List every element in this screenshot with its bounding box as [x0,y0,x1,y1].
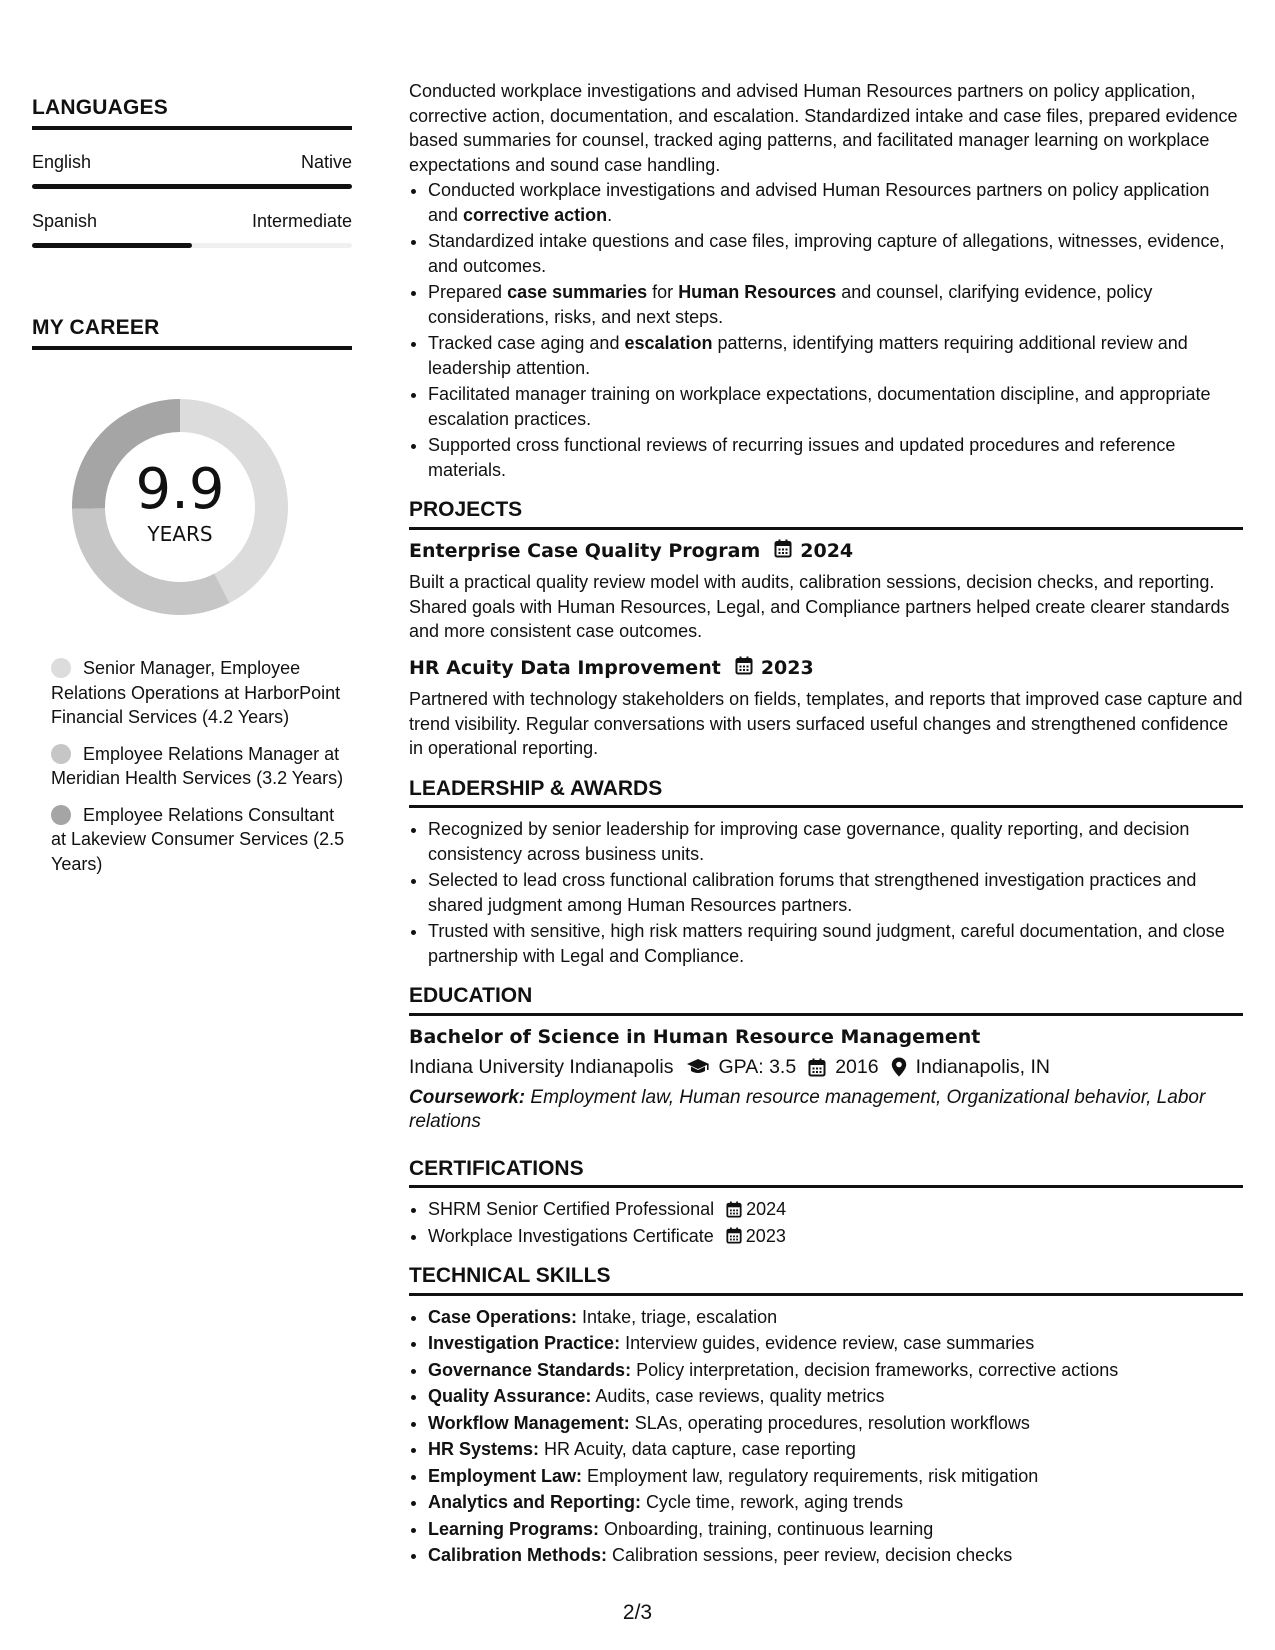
coursework-text: Employment law, Human resource management, Organizational behavior, Labor relations [409,1086,1206,1132]
education-details [409,1055,1243,1080]
calendar-icon [735,656,753,682]
legend-dot [51,658,71,678]
certification-item [428,1197,1243,1222]
skill-item [428,1517,1243,1542]
bullet-emphasis: case summaries [507,282,648,302]
skill-value: Employment law, regulatory requirements, risk mitigation [582,1465,1039,1486]
skill-item [428,1411,1243,1436]
page-number: 2/3 [622,1601,653,1624]
certification-year: 2024 [746,1199,787,1219]
skill-label: Analytics and Reporting: [428,1492,642,1512]
certification-name: • SHRM Senior Certified Professional [428,1199,715,1219]
skill-value: Cycle time, rework, aging trends [641,1492,904,1512]
skill-label: Quality Assurance: [428,1386,592,1406]
bullet-emphasis: Human Resources [678,282,837,302]
experience-bullet [428,331,1243,380]
skill-value: Audits, case reviews, quality metrics [591,1386,885,1406]
skill-label: Employment Law: [428,1465,583,1486]
certification-year: 2023 [745,1225,786,1246]
languages-heading: LANGUAGES [32,96,352,130]
language-level: Intermediate [251,211,352,231]
leadership-item: • Trusted with sensitive, high risk matters requiring sound judgment, careful documentation, and close partnership with Legal and Compliance. [428,919,1243,968]
experience-bullet [428,382,1243,431]
skill-item [428,1437,1243,1462]
coursework-label: Coursework: [409,1086,526,1108]
skill-label: Governance Standards: [428,1359,632,1380]
skill-label: Learning Programs: [428,1518,600,1539]
bullet-text: Facilitated manager training on workplace expectations, documentation discipline, and appropriate escalation practices. [428,384,1211,429]
leadership-list [409,817,1243,968]
main-content [409,79,1243,1570]
bullet-text: patterns, identifying matters requiring additional review and leadership attention. [428,333,1188,378]
bullet-emphasis: corrective action [463,204,608,225]
skill-value: Intake, triage, escalation [577,1306,778,1327]
skill-value: Interview guides, evidence review, case summaries [620,1333,1035,1353]
bullet-emphasis: escalation [624,333,713,353]
certifications-list [409,1197,1243,1248]
experience-bullet [428,280,1243,329]
skills-heading: TECHNICAL SKILLS [409,1264,1243,1296]
skill-label: Calibration Methods: [428,1545,607,1565]
bullet-text: Tracked case aging and [428,333,625,353]
language-proficiency-bar [32,243,352,248]
skill-item [428,1358,1243,1383]
project-year: 2023 [760,657,814,679]
school-location: Indianapolis, IN [915,1056,1050,1078]
project-year: 2024 [800,540,854,562]
skills-list [409,1305,1243,1568]
location-pin-icon [891,1057,907,1077]
career-role [51,803,352,877]
project-item [409,539,1243,644]
skill-value: Policy interpretation, decision frameworks, corrective actions [631,1359,1119,1380]
bullet-text: Supported cross functional reviews of recurring issues and updated procedures and reference materials. [428,435,1176,480]
experience-bullet [428,433,1243,482]
leadership-item: • Selected to lead cross functional calibration forums that strengthened investigation practices and shared judgment among Human Resources partners. [428,868,1243,917]
project-description: Built a practical quality review model with audits, calibration sessions, decision checks, and reporting. Shared goals with Human Resources, Legal, and Compliance partners helped create clearer standards and more consistent case outcomes. [409,572,1230,641]
experience-bullet [428,178,1243,227]
legend-dot [51,744,71,764]
language-item [32,152,352,189]
experience-bullets [409,178,1243,482]
graduation-cap-icon [686,1058,710,1076]
language-item [32,211,352,248]
calendar-icon [726,1227,742,1244]
bullet-text: and counsel, clarifying evidence, policy considerations, risks, and next steps. [428,282,1153,327]
career-total-years: 9.9 [135,457,225,522]
project-name: Enterprise Case Quality Program [409,540,761,562]
skill-value: HR Acuity, data capture, case reporting [539,1439,856,1459]
leadership-item: • Recognized by senior leadership for improving case governance, quality reporting, and decision consistency across business units. [428,817,1243,866]
skill-item [428,1384,1243,1409]
language-level: Native [300,152,352,172]
bullet-text: . [607,204,613,225]
career-role-text: Employee Relations Consultant at Lakeview Consumer Services (2.5 Years) [51,804,345,874]
career-heading: MY CAREER [32,316,352,350]
career-role [51,742,352,791]
certification-name: • Workplace Investigations Certificate [428,1225,714,1246]
language-proficiency-fill [32,243,192,248]
career-role [51,656,352,730]
career-role-text: Senior Manager, Employee Relations Operations at HarborPoint Financial Services (4.2 Years) [51,658,341,727]
skill-item [428,1331,1243,1356]
calendar-icon [774,539,792,565]
graduation-year: 2016 [835,1056,879,1078]
language-proficiency-bar [32,184,352,189]
career-legend [32,656,352,876]
skill-label: HR Systems: [428,1439,540,1459]
certification-item [428,1224,1243,1249]
skill-item [428,1543,1243,1568]
sidebar [32,96,352,888]
bullet-text: Conducted workplace investigations and advised Human Resources partners on policy application and [428,180,1210,225]
bullet-text: Prepared [428,282,508,302]
language-name: Spanish [32,211,98,231]
bullet-text: Standardized intake questions and case files, improving capture of allegations, witnesses, evidence, and outcomes. [428,231,1225,276]
calendar-icon [808,1058,826,1077]
projects-heading: PROJECTS [409,498,1243,530]
career-years-unit: YEARS [147,522,213,546]
skill-item [428,1305,1243,1330]
gpa: GPA: 3.5 [718,1056,797,1078]
skill-label: Workflow Management: [428,1412,630,1433]
degree-title: Bachelor of Science in Human Resource Management [409,1025,981,1048]
skill-item [428,1464,1243,1489]
language-proficiency-fill [32,184,352,189]
project-name: HR Acuity Data Improvement [409,657,721,679]
calendar-icon [726,1201,742,1218]
skill-value: Onboarding, training, continuous learning [599,1518,934,1539]
project-item [409,656,1243,761]
skill-value: SLAs, operating procedures, resolution workflows [629,1412,1030,1433]
career-role-text: Employee Relations Manager at Meridian Health Services (3.2 Years) [51,743,344,788]
coursework [409,1086,1243,1135]
project-description: Partnered with technology stakeholders on fields, templates, and reports that improved case capture and trend visibility. Regular conversations with users surfaced useful changes and strengthened confidence in operational reporting. [409,689,1243,758]
language-name: English [32,152,92,172]
leadership-heading: LEADERSHIP & AWARDS [409,777,1243,809]
skill-label: Investigation Practice: [428,1333,621,1353]
experience-summary: Conducted workplace investigations and advised Human Resources partners on policy application, corrective action, documentation, and escalation. Standardized intake and case files, prepared evidence based summaries for counsel, tracked aging patterns, and facilitated manager learning on workplace expectations and sound case handling. [409,81,1238,175]
career-donut-chart [65,392,295,622]
legend-dot [51,805,71,825]
bullet-text: for [647,282,679,302]
school-name: Indiana University Indianapolis [409,1056,674,1078]
skill-label: Case Operations: [428,1306,578,1327]
skill-value: Calibration sessions, peer review, decision checks [607,1545,1013,1565]
skill-item [428,1490,1243,1515]
education-heading: EDUCATION [409,984,1243,1016]
experience-bullet [428,229,1243,278]
certifications-heading: CERTIFICATIONS [409,1157,1243,1189]
